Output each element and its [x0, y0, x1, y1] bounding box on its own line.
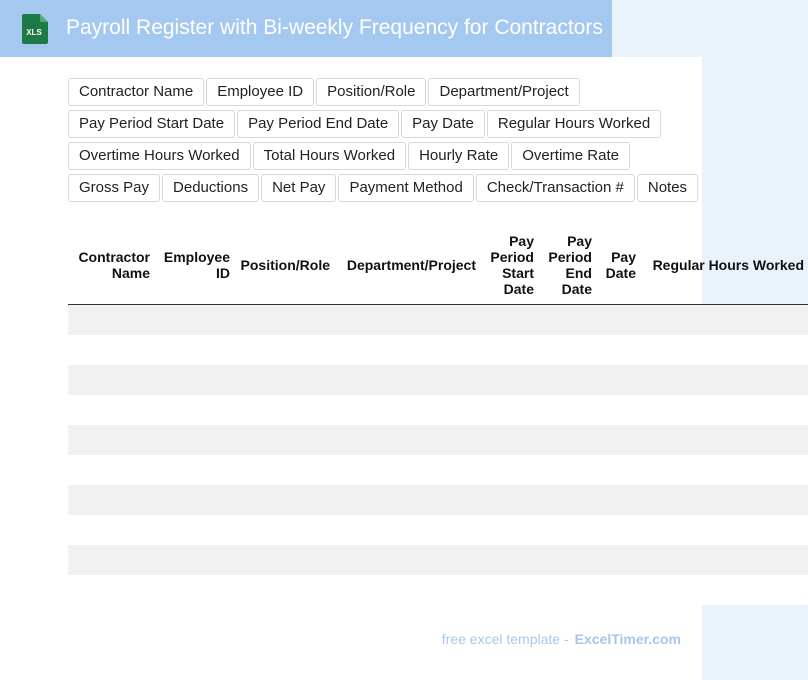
page-title: Payroll Register with Bi-weekly Frequency for Contractors: [66, 16, 603, 39]
table-cell[interactable]: [68, 425, 154, 455]
table-cell[interactable]: [596, 365, 640, 395]
table-row: [68, 335, 808, 365]
table-cell[interactable]: [538, 365, 596, 395]
field-chip[interactable]: Pay Period End Date: [237, 110, 399, 138]
field-chip[interactable]: Overtime Hours Worked: [68, 142, 251, 170]
column-header: Department/Project: [334, 226, 480, 305]
column-header: Employee ID: [154, 226, 234, 305]
table-cell[interactable]: [68, 365, 154, 395]
table-cell[interactable]: [234, 425, 334, 455]
field-chip[interactable]: Net Pay: [261, 174, 336, 202]
table-cell[interactable]: [538, 395, 596, 425]
table-header-row: [68, 226, 808, 305]
table-cell[interactable]: [234, 365, 334, 395]
field-chip[interactable]: Position/Role: [316, 78, 426, 106]
table-cell[interactable]: [68, 515, 154, 545]
table-cell[interactable]: [68, 395, 154, 425]
xls-file-icon: [20, 13, 50, 45]
table-cell[interactable]: [596, 335, 640, 365]
table-cell[interactable]: [334, 365, 480, 395]
table-cell[interactable]: [538, 455, 596, 485]
table-cell[interactable]: [480, 515, 538, 545]
table-cell[interactable]: [480, 305, 538, 336]
field-chip[interactable]: Contractor Name: [68, 78, 204, 106]
table-cell[interactable]: [596, 485, 640, 515]
column-header: Pay Date: [596, 226, 640, 305]
table-row: [68, 305, 808, 336]
table-cell[interactable]: [596, 455, 640, 485]
table-cell[interactable]: [640, 455, 808, 485]
table-cell[interactable]: [640, 305, 808, 336]
table-cell[interactable]: [538, 305, 596, 336]
table-cell[interactable]: [640, 425, 808, 455]
column-header: Regular Hours Worked: [640, 226, 808, 305]
field-chip[interactable]: Department/Project: [428, 78, 579, 106]
table-cell[interactable]: [154, 515, 234, 545]
field-chip[interactable]: Pay Date: [401, 110, 485, 138]
register-table-container: [68, 226, 804, 605]
table-cell[interactable]: [234, 485, 334, 515]
field-chip[interactable]: Employee ID: [206, 78, 314, 106]
table-cell[interactable]: [640, 575, 808, 605]
table-cell[interactable]: [480, 425, 538, 455]
table-cell[interactable]: [234, 455, 334, 485]
table-cell[interactable]: [640, 365, 808, 395]
title-bar: [0, 0, 612, 57]
field-chip[interactable]: Payment Method: [338, 174, 473, 202]
register-table: [68, 226, 808, 605]
table-cell[interactable]: [334, 395, 480, 425]
table-cell[interactable]: [480, 575, 538, 605]
field-chip[interactable]: Regular Hours Worked: [487, 110, 661, 138]
field-chip[interactable]: Deductions: [162, 174, 259, 202]
table-cell[interactable]: [68, 305, 154, 336]
table-cell[interactable]: [596, 425, 640, 455]
footer-text: free excel template -: [441, 631, 569, 647]
table-cell[interactable]: [640, 395, 808, 425]
field-chip[interactable]: Notes: [637, 174, 698, 202]
table-row: [68, 455, 808, 485]
field-chip[interactable]: Hourly Rate: [408, 142, 509, 170]
table-cell[interactable]: [538, 545, 596, 575]
table-cell[interactable]: [334, 575, 480, 605]
table-cell[interactable]: [640, 545, 808, 575]
table-cell[interactable]: [640, 515, 808, 545]
table-cell[interactable]: [154, 545, 234, 575]
footer-brand-link[interactable]: ExcelTimer.com: [574, 631, 681, 647]
column-header: Position/Role: [234, 226, 334, 305]
field-list: [68, 78, 702, 206]
table-cell[interactable]: [538, 515, 596, 545]
table-cell[interactable]: [234, 545, 334, 575]
table-cell[interactable]: [68, 335, 154, 365]
table-cell[interactable]: [480, 455, 538, 485]
table-cell[interactable]: [68, 575, 154, 605]
table-cell[interactable]: [480, 545, 538, 575]
table-row: [68, 395, 808, 425]
table-cell[interactable]: [596, 545, 640, 575]
table-cell[interactable]: [154, 365, 234, 395]
table-row: [68, 365, 808, 395]
table-cell[interactable]: [480, 485, 538, 515]
table-cell[interactable]: [596, 395, 640, 425]
table-cell[interactable]: [334, 335, 480, 365]
table-cell[interactable]: [640, 485, 808, 515]
table-cell[interactable]: [480, 395, 538, 425]
table-cell[interactable]: [68, 545, 154, 575]
field-chip[interactable]: Pay Period Start Date: [68, 110, 235, 138]
table-cell[interactable]: [154, 575, 234, 605]
table-cell[interactable]: [154, 305, 234, 336]
xls-icon-label: XLS: [26, 28, 42, 37]
table-cell[interactable]: [154, 455, 234, 485]
table-cell[interactable]: [234, 335, 334, 365]
field-chip[interactable]: Total Hours Worked: [253, 142, 406, 170]
table-cell[interactable]: [154, 425, 234, 455]
table-cell[interactable]: [538, 485, 596, 515]
table-cell[interactable]: [596, 515, 640, 545]
table-cell[interactable]: [154, 485, 234, 515]
table-row: [68, 575, 808, 605]
table-cell[interactable]: [334, 425, 480, 455]
column-header: Pay Period End Date: [538, 226, 596, 305]
table-cell[interactable]: [334, 305, 480, 336]
table-cell[interactable]: [154, 335, 234, 365]
table-cell[interactable]: [334, 515, 480, 545]
table-row: [68, 425, 808, 455]
table-cell[interactable]: [234, 395, 334, 425]
table-body: [68, 305, 808, 606]
column-header: Pay Period Start Date: [480, 226, 538, 305]
table-row: [68, 515, 808, 545]
table-cell[interactable]: [640, 335, 808, 365]
field-chip[interactable]: Gross Pay: [68, 174, 160, 202]
table-cell[interactable]: [480, 335, 538, 365]
table-cell[interactable]: [68, 455, 154, 485]
table-cell[interactable]: [596, 575, 640, 605]
table-cell[interactable]: [334, 485, 480, 515]
table-cell[interactable]: [234, 575, 334, 605]
table-cell[interactable]: [234, 515, 334, 545]
table-cell[interactable]: [154, 395, 234, 425]
table-cell[interactable]: [596, 305, 640, 336]
table-cell[interactable]: [480, 365, 538, 395]
table-cell[interactable]: [538, 335, 596, 365]
table-cell[interactable]: [538, 575, 596, 605]
table-cell[interactable]: [538, 425, 596, 455]
footer: [442, 631, 681, 647]
table-cell[interactable]: [334, 545, 480, 575]
field-chip[interactable]: Overtime Rate: [511, 142, 630, 170]
table-row: [68, 545, 808, 575]
field-chip[interactable]: Check/Transaction #: [476, 174, 635, 202]
table-cell[interactable]: [234, 305, 334, 336]
table-cell[interactable]: [334, 455, 480, 485]
column-header: Contractor Name: [68, 226, 154, 305]
table-cell[interactable]: [68, 485, 154, 515]
table-row: [68, 485, 808, 515]
